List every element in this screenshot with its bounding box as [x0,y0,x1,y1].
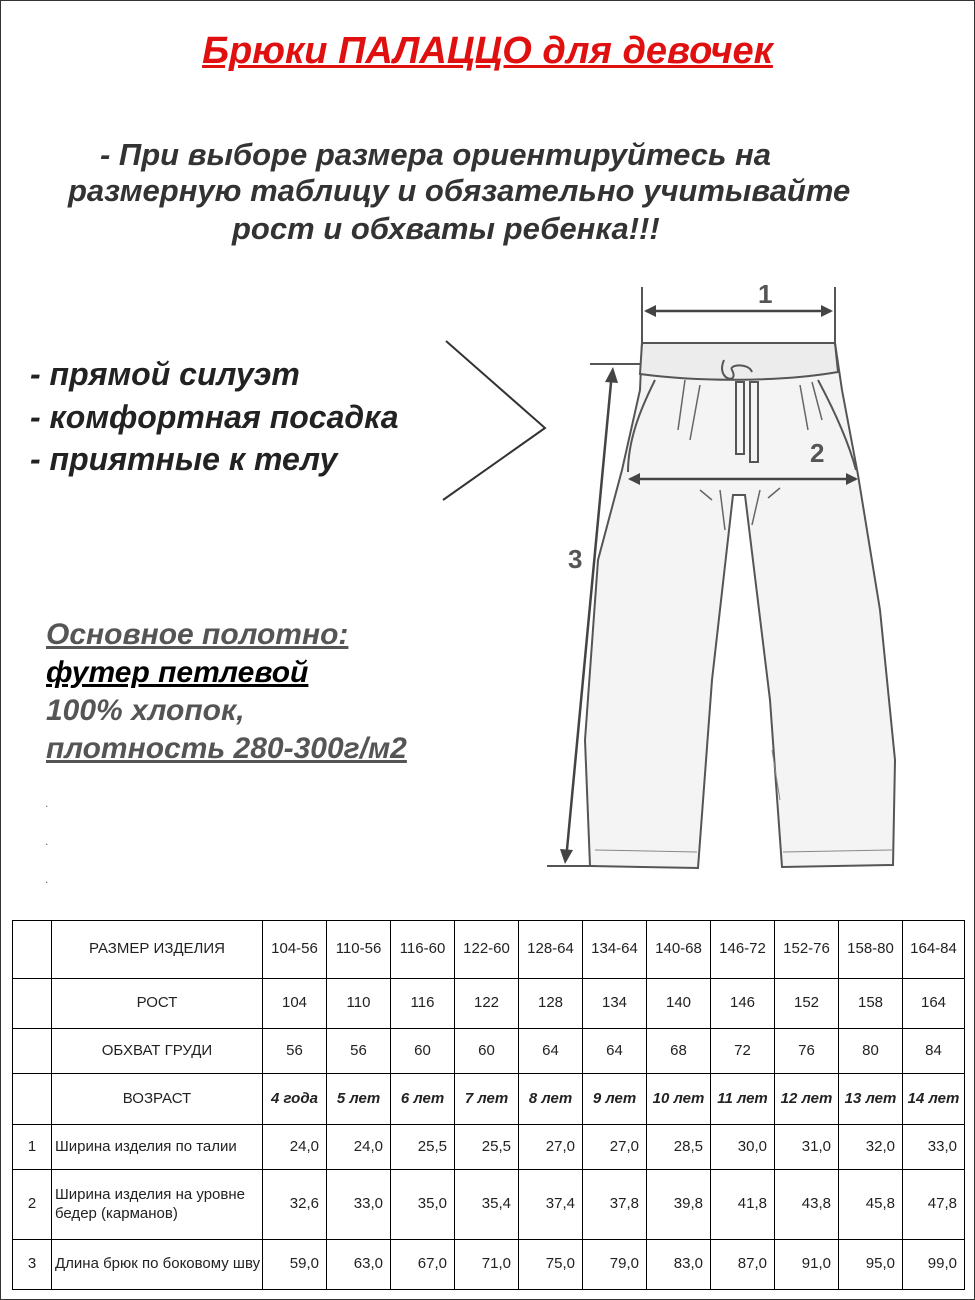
table-cell: 140-68 [647,921,711,979]
waistband [640,343,838,380]
feature-straight-silhouette: - прямой силуэт [30,356,300,392]
feature-pleasant-to-body: - приятные к телу [30,441,338,477]
row-label: ВОЗРАСТ [52,1074,263,1125]
dot-mark: . [45,872,49,886]
table-cell: 83,0 [647,1240,711,1290]
dot-mark: . [45,796,49,810]
table-cell: 32,0 [839,1125,903,1170]
table-cell: 25,5 [455,1125,519,1170]
hint-line-2: размерную таблицу и обязательно учитывайте [68,173,851,208]
table-cell: 87,0 [711,1240,775,1290]
fabric-composition: 100% хлопок, [46,694,245,727]
table-cell: 47,8 [903,1170,965,1240]
table-cell: 39,8 [647,1170,711,1240]
feature-comfort-fit: - комфортная посадка [30,399,399,435]
table-cell: 31,0 [775,1125,839,1170]
table-cell: 4 года [263,1074,327,1125]
table-cell: 134-64 [583,921,647,979]
row-label: Ширина изделия на уровне бедер (карманов) [52,1170,263,1240]
table-cell: 91,0 [775,1240,839,1290]
table-cell: 14 лет [903,1074,965,1125]
table-cell: 140 [647,979,711,1029]
row-number: 1 [13,1125,52,1170]
table-cell: 12 лет [775,1074,839,1125]
table-cell: 128-64 [519,921,583,979]
table-cell: 76 [775,1029,839,1074]
table-cell: 63,0 [327,1240,391,1290]
table-cell: 122 [455,979,519,1029]
table-row [13,1029,965,1074]
measure-3-arrow-bottom [560,849,573,864]
measure-1-arrow-right [821,305,833,317]
row-number: 3 [13,1240,52,1290]
table-cell: 104 [263,979,327,1029]
table-cell: 32,6 [263,1170,327,1240]
table-cell: 84 [903,1029,965,1074]
table-cell: 30,0 [711,1125,775,1170]
table-cell: 158 [839,979,903,1029]
row-label: Длина брюк по боковому шву [52,1240,263,1290]
table-cell: 60 [391,1029,455,1074]
hint-line-3: рост и обхваты ребенка!!! [232,211,660,246]
table-cell: 68 [647,1029,711,1074]
table-row [13,1170,965,1240]
table-cell: 45,8 [839,1170,903,1240]
measure-2-label: 2 [810,438,825,468]
table-cell: 152 [775,979,839,1029]
table-cell: 33,0 [327,1170,391,1240]
drawstring-tie-right [750,382,758,462]
table-cell: 7 лет [455,1074,519,1125]
table-cell: 59,0 [263,1240,327,1290]
row-label: РАЗМЕР ИЗДЕЛИЯ [52,921,263,979]
row-label: Ширина изделия по талии [52,1125,263,1170]
table-cell: 25,5 [391,1125,455,1170]
table-cell: 134 [583,979,647,1029]
table-cell: 27,0 [519,1125,583,1170]
table-cell: 5 лет [327,1074,391,1125]
measure-1-arrow-left [644,305,656,317]
table-cell: 28,5 [647,1125,711,1170]
table-cell: 43,8 [775,1170,839,1240]
table-cell: 79,0 [583,1240,647,1290]
table-cell: 158-80 [839,921,903,979]
table-cell [13,979,52,1029]
table-cell: 56 [327,1029,391,1074]
table-row [13,1125,965,1170]
table-cell: 146 [711,979,775,1029]
fabric-name: футер петлевой [46,656,309,689]
table-cell: 110-56 [327,921,391,979]
table-cell: 75,0 [519,1240,583,1290]
table-cell: 116 [391,979,455,1029]
table-row [13,1074,965,1125]
table-cell: 128 [519,979,583,1029]
dot-mark: . [45,834,49,848]
table-cell: 10 лет [647,1074,711,1125]
table-cell: 110 [327,979,391,1029]
table-row [13,1240,965,1290]
table-cell: 71,0 [455,1240,519,1290]
row-number: 2 [13,1170,52,1240]
table-cell: 104-56 [263,921,327,979]
table-cell: 8 лет [519,1074,583,1125]
table-cell: 24,0 [327,1125,391,1170]
table-cell: 24,0 [263,1125,327,1170]
table-cell: 27,0 [583,1125,647,1170]
table-cell: 95,0 [839,1240,903,1290]
table-cell: 13 лет [839,1074,903,1125]
table-cell: 6 лет [391,1074,455,1125]
table-cell: 116-60 [391,921,455,979]
hint-line-1: - При выборе размера ориентируйтесь на [100,137,771,172]
table-row [13,921,965,979]
table-cell: 37,8 [583,1170,647,1240]
row-label: РОСТ [52,979,263,1029]
measure-3-arrow-top [605,367,618,383]
table-cell: 41,8 [711,1170,775,1240]
table-cell: 64 [519,1029,583,1074]
table-cell: 152-76 [775,921,839,979]
table-cell: 99,0 [903,1240,965,1290]
table-cell: 146-72 [711,921,775,979]
table-cell [13,1074,52,1125]
table-cell: 33,0 [903,1125,965,1170]
table-cell [13,1029,52,1074]
fabric-heading: Основное полотно: [46,618,349,651]
bracket-arrow [443,341,545,500]
drawstring-tie-left [736,382,744,454]
table-cell [13,921,52,979]
measure-3-label: 3 [568,544,583,574]
table-row [13,979,965,1029]
page-title: Брюки ПАЛАЦЦО для девочек [202,30,773,72]
table-cell: 11 лет [711,1074,775,1125]
fabric-density: плотность 280-300г/м2 [46,732,407,765]
row-label: ОБХВАТ ГРУДИ [52,1029,263,1074]
table-cell: 56 [263,1029,327,1074]
table-cell: 60 [455,1029,519,1074]
table-cell: 72 [711,1029,775,1074]
table-cell: 37,4 [519,1170,583,1240]
measure-1-label: 1 [758,279,773,309]
size-table [12,920,965,1290]
table-cell: 35,4 [455,1170,519,1240]
table-cell: 80 [839,1029,903,1074]
table-cell: 164 [903,979,965,1029]
table-cell: 9 лет [583,1074,647,1125]
table-cell: 35,0 [391,1170,455,1240]
table-cell: 164-84 [903,921,965,979]
table-cell: 122-60 [455,921,519,979]
table-cell: 64 [583,1029,647,1074]
table-cell: 67,0 [391,1240,455,1290]
